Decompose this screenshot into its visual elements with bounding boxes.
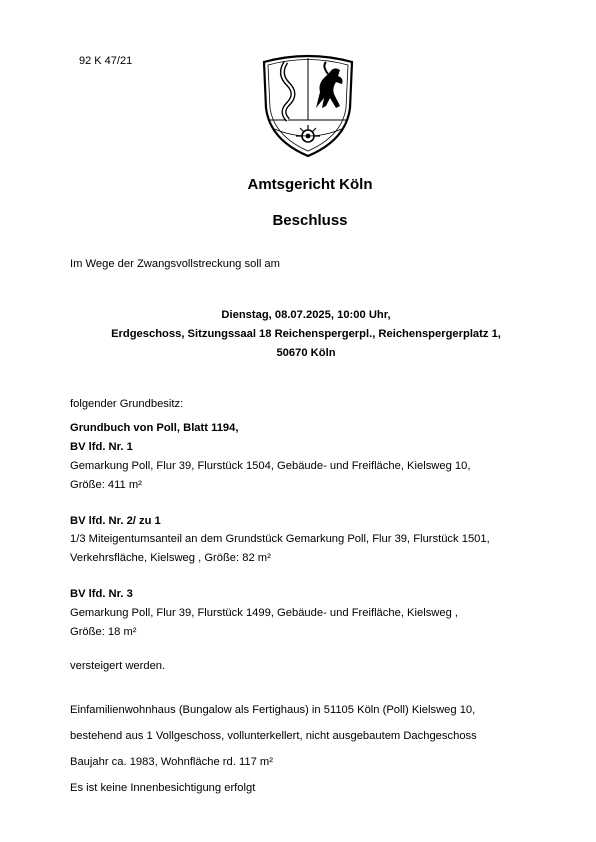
appointment-date: Dienstag, 08.07.2025, 10:00 Uhr, [221,309,391,321]
item-line: 1/3 Miteigentumsanteil an dem Grundstück Gemarkung Poll, Flur 39, Flurstück 1501, [70,533,490,545]
item-line: Gemarkung Poll, Flur 39, Flurstück 1504, Gebäude- und Freifläche, Kielsweg 10, [70,460,471,472]
appointment-city: 50670 Köln [276,347,336,359]
court-name: Amtsgericht Köln [247,176,373,193]
description-line: bestehend aus 1 Vollgeschoss, vollunterkellert, nicht ausgebautem Dachgeschoss [70,730,477,742]
description-line: Es ist keine Innenbesichtigung erfolgt [70,782,256,794]
item-heading: BV lfd. Nr. 2/ zu 1 [70,515,161,527]
item-line: Größe: 18 m² [70,626,137,638]
case-number: 92 K 47/21 [79,55,133,67]
description-line: Einfamilienwohnhaus (Bungalow als Fertighaus) in 51105 Köln (Poll) Kielsweg 10, [70,704,476,716]
item-line: Größe: 411 m² [70,479,142,491]
item-line: Verkehrsfläche, Kielsweg , Größe: 82 m² [70,552,271,564]
land-register: Grundbuch von Poll, Blatt 1194, [70,422,239,434]
auction-phrase: versteigert werden. [70,660,166,672]
item-heading: BV lfd. Nr. 3 [70,588,133,600]
document-type: Beschluss [272,212,348,229]
property-intro: folgender Grundbesitz: [70,398,184,410]
intro-text: Im Wege der Zwangsvollstreckung soll am [70,258,280,270]
item-heading: BV lfd. Nr. 1 [70,441,133,453]
item-line: Gemarkung Poll, Flur 39, Flurstück 1499, Gebäude- und Freifläche, Kielsweg , [70,607,459,619]
description-line: Baujahr ca. 1983, Wohnfläche rd. 117 m² [70,756,273,768]
coat-of-arms-icon [258,48,358,160]
appointment-location: Erdgeschoss, Sitzungssaal 18 Reichenspergerpl., Reichenspergerplatz 1, [111,328,501,340]
